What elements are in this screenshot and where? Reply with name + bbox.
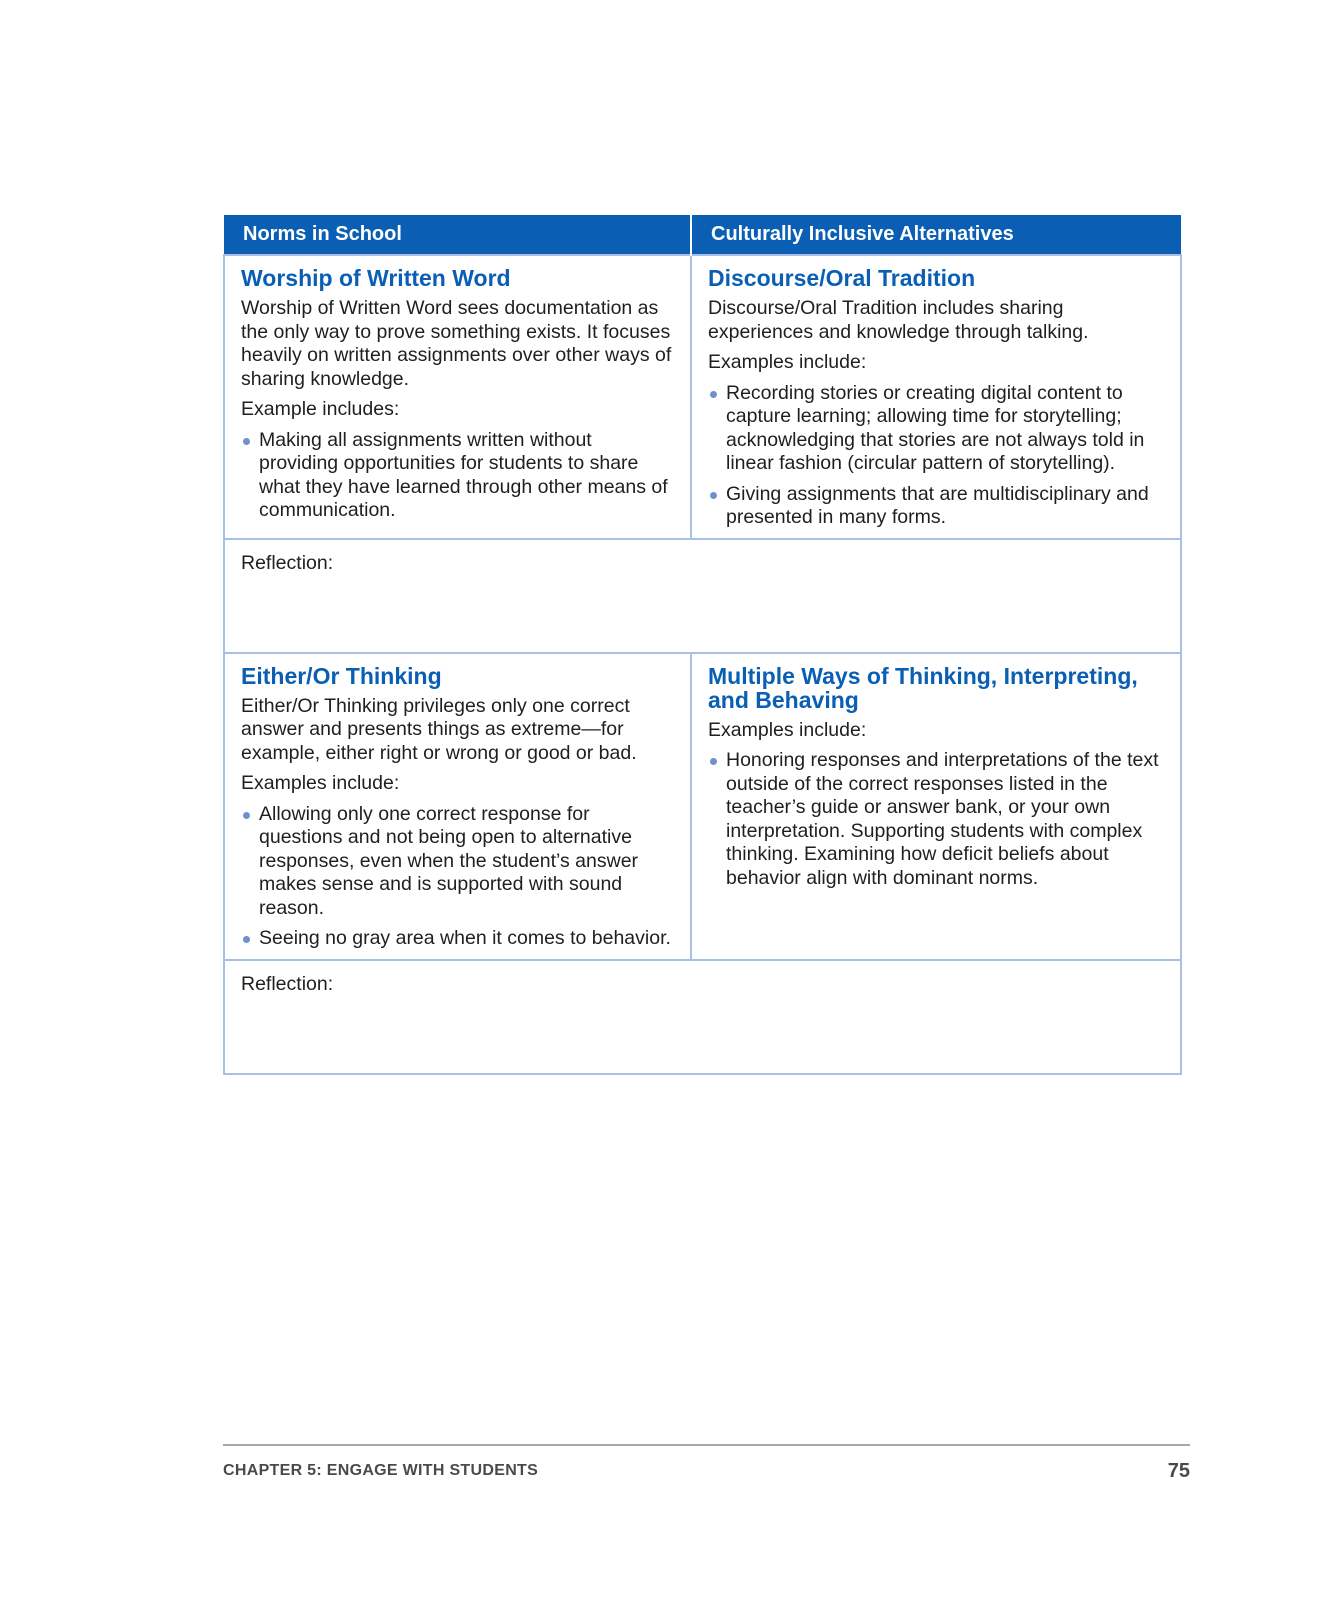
example-item: Allowing only one correct response for questions and not being open to alternative responses, even when the student’s answer makes sense and is supported with sound reason. bbox=[241, 803, 676, 921]
footer-chapter: CHAPTER 5: ENGAGE WITH STUDENTS bbox=[223, 1462, 539, 1479]
alternative-description: Discourse/Oral Tradition includes sharing experiences and knowledge through talking. bbox=[708, 297, 1089, 343]
reflection-label: Reflection: bbox=[241, 551, 334, 574]
norm-description: Worship of Written Word sees documentation as the only way to prove something exists. It focuses heavily on written assignments over other ways of sharing knowledge. bbox=[241, 297, 672, 390]
norm-cell bbox=[224, 255, 691, 539]
alternative-title: Discourse/Oral Tradition bbox=[708, 265, 976, 291]
footer-divider bbox=[223, 1444, 1190, 1446]
norm-title: Worship of Written Word bbox=[241, 265, 511, 291]
examples-list bbox=[241, 803, 676, 951]
reflection-cell[interactable] bbox=[224, 539, 1181, 653]
table-row bbox=[224, 255, 1181, 539]
table-row bbox=[224, 653, 1181, 960]
examples-list bbox=[241, 429, 676, 523]
alternative-cell bbox=[691, 653, 1181, 960]
reflection-row bbox=[224, 539, 1181, 653]
norm-cell bbox=[224, 653, 691, 960]
alternative-cell bbox=[691, 255, 1181, 539]
norm-title: Either/Or Thinking bbox=[241, 662, 442, 689]
norms-table bbox=[223, 215, 1182, 1075]
example-item: Giving assignments that are multidisciplinary and presented in many forms. bbox=[708, 483, 1166, 530]
examples-label: Example includes: bbox=[241, 398, 400, 420]
example-item: Honoring responses and interpretations of the text outside of the correct responses listed in the teacher’s guide or answer bank, or your own interpretation. Supporting students with complex thinking. Examining how deficit beliefs about behavior align with dominant norms. bbox=[708, 749, 1166, 890]
examples-label: Examples include: bbox=[241, 772, 400, 794]
examples-label: Examples include: bbox=[708, 351, 867, 373]
page-number: 75 bbox=[1167, 1460, 1190, 1482]
examples-list bbox=[708, 749, 1166, 890]
header-culturally-inclusive-alternatives: Culturally Inclusive Alternatives bbox=[691, 215, 1181, 255]
alternative-title: Multiple Ways of Thinking, Interpreting, and Behaving bbox=[708, 662, 1138, 713]
reflection-label: Reflection: bbox=[241, 972, 334, 995]
header-norms-in-school: Norms in School bbox=[224, 215, 691, 255]
reflection-row bbox=[224, 960, 1181, 1074]
norm-description: Either/Or Thinking privileges only one correct answer and presents things as extreme—for example, either right or wrong or good or bad. bbox=[241, 694, 637, 764]
example-item: Making all assignments written without providing opportunities for students to share what they have learned through other means of communication. bbox=[241, 429, 676, 523]
reflection-cell[interactable] bbox=[224, 960, 1181, 1074]
example-item: Seeing no gray area when it comes to behavior. bbox=[241, 927, 676, 951]
table-header-row bbox=[224, 215, 1181, 255]
examples-list bbox=[708, 382, 1166, 530]
example-item: Recording stories or creating digital content to capture learning; allowing time for storytelling; acknowledging that stories are not always told in linear fashion (circular pattern of storytelling). bbox=[708, 382, 1166, 476]
examples-label: Examples include: bbox=[708, 718, 867, 741]
